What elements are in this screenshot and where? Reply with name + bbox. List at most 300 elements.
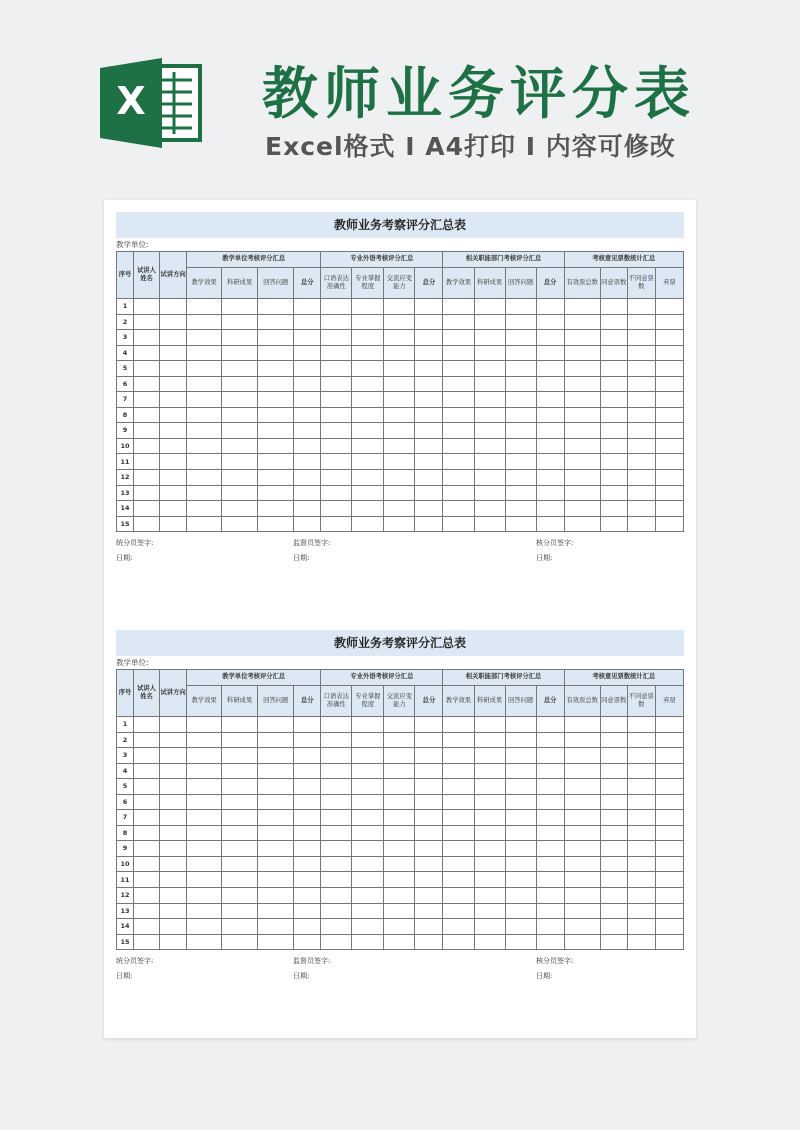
table-cell[interactable] [294, 763, 321, 779]
table-cell[interactable] [134, 299, 160, 315]
table-cell[interactable] [294, 361, 321, 377]
table-cell[interactable] [600, 748, 627, 764]
table-cell[interactable] [564, 919, 600, 935]
table-cell[interactable] [415, 438, 443, 454]
table-cell[interactable] [600, 314, 627, 330]
table-cell[interactable] [600, 717, 627, 733]
table-cell[interactable] [443, 361, 474, 377]
table-cell[interactable] [258, 919, 294, 935]
table-cell[interactable] [655, 516, 683, 532]
table-cell[interactable] [655, 392, 683, 408]
table-cell[interactable] [655, 888, 683, 904]
table-cell[interactable] [627, 516, 655, 532]
table-cell[interactable] [600, 825, 627, 841]
table-cell[interactable] [627, 438, 655, 454]
table-cell[interactable] [294, 888, 321, 904]
table-cell[interactable] [600, 856, 627, 872]
table-cell[interactable] [474, 470, 505, 486]
table-cell[interactable] [564, 888, 600, 904]
table-cell[interactable] [258, 376, 294, 392]
table-cell[interactable] [321, 903, 352, 919]
table-cell[interactable] [505, 841, 536, 857]
table-cell[interactable] [536, 732, 564, 748]
table-cell[interactable] [536, 314, 564, 330]
table-cell[interactable] [352, 794, 384, 810]
table-cell[interactable] [564, 825, 600, 841]
table-cell[interactable] [415, 841, 443, 857]
table-cell[interactable] [474, 794, 505, 810]
table-cell[interactable] [321, 825, 352, 841]
table-cell[interactable] [321, 407, 352, 423]
table-cell[interactable] [187, 748, 222, 764]
table-cell[interactable] [474, 330, 505, 346]
table-cell[interactable] [384, 919, 415, 935]
table-cell[interactable] [294, 438, 321, 454]
table-cell[interactable] [474, 763, 505, 779]
table-cell[interactable] [134, 825, 160, 841]
table-cell[interactable] [160, 501, 187, 517]
table-cell[interactable] [321, 392, 352, 408]
table-cell[interactable] [160, 825, 187, 841]
table-cell[interactable] [655, 903, 683, 919]
table-cell[interactable] [536, 810, 564, 826]
table-cell[interactable] [600, 810, 627, 826]
table-cell[interactable] [222, 392, 258, 408]
table-cell[interactable] [294, 717, 321, 733]
table-cell[interactable] [222, 810, 258, 826]
table-cell[interactable] [536, 485, 564, 501]
table-cell[interactable] [294, 934, 321, 950]
table-cell[interactable] [505, 345, 536, 361]
table-cell[interactable] [600, 934, 627, 950]
table-cell[interactable] [655, 501, 683, 517]
table-cell[interactable] [294, 407, 321, 423]
table-cell[interactable] [415, 732, 443, 748]
table-cell[interactable] [505, 407, 536, 423]
table-cell[interactable] [258, 516, 294, 532]
table-cell[interactable] [415, 825, 443, 841]
table-cell[interactable] [415, 423, 443, 439]
table-cell[interactable] [505, 810, 536, 826]
table-cell[interactable] [321, 841, 352, 857]
table-cell[interactable] [258, 856, 294, 872]
table-cell[interactable] [443, 423, 474, 439]
table-cell[interactable] [600, 888, 627, 904]
table-cell[interactable] [258, 934, 294, 950]
table-cell[interactable] [384, 330, 415, 346]
table-cell[interactable] [321, 314, 352, 330]
table-cell[interactable] [294, 470, 321, 486]
table-cell[interactable] [536, 825, 564, 841]
table-cell[interactable] [474, 825, 505, 841]
table-cell[interactable] [443, 454, 474, 470]
table-cell[interactable] [600, 392, 627, 408]
table-cell[interactable] [134, 501, 160, 517]
table-cell[interactable] [187, 361, 222, 377]
table-cell[interactable] [536, 888, 564, 904]
table-cell[interactable] [294, 748, 321, 764]
table-cell[interactable] [352, 299, 384, 315]
table-cell[interactable] [222, 872, 258, 888]
table-cell[interactable] [187, 470, 222, 486]
table-cell[interactable] [415, 856, 443, 872]
table-cell[interactable] [443, 330, 474, 346]
table-cell[interactable] [222, 454, 258, 470]
table-cell[interactable] [415, 516, 443, 532]
table-cell[interactable] [474, 934, 505, 950]
table-cell[interactable] [627, 934, 655, 950]
table-cell[interactable] [536, 438, 564, 454]
table-cell[interactable] [627, 345, 655, 361]
table-cell[interactable] [134, 407, 160, 423]
table-cell[interactable] [352, 717, 384, 733]
table-cell[interactable] [443, 376, 474, 392]
table-cell[interactable] [187, 392, 222, 408]
table-cell[interactable] [187, 501, 222, 517]
table-cell[interactable] [474, 810, 505, 826]
table-cell[interactable] [352, 810, 384, 826]
table-cell[interactable] [536, 903, 564, 919]
table-cell[interactable] [258, 903, 294, 919]
table-cell[interactable] [294, 872, 321, 888]
table-cell[interactable] [352, 376, 384, 392]
table-cell[interactable] [222, 934, 258, 950]
table-cell[interactable] [655, 376, 683, 392]
table-cell[interactable] [536, 763, 564, 779]
table-cell[interactable] [384, 794, 415, 810]
table-cell[interactable] [134, 392, 160, 408]
table-cell[interactable] [352, 516, 384, 532]
table-cell[interactable] [655, 314, 683, 330]
table-cell[interactable] [443, 516, 474, 532]
table-cell[interactable] [222, 330, 258, 346]
table-cell[interactable] [600, 841, 627, 857]
table-cell[interactable] [222, 903, 258, 919]
table-cell[interactable] [415, 888, 443, 904]
table-cell[interactable] [352, 423, 384, 439]
table-cell[interactable] [443, 470, 474, 486]
table-cell[interactable] [134, 763, 160, 779]
table-cell[interactable] [600, 470, 627, 486]
table-cell[interactable] [505, 794, 536, 810]
table-cell[interactable] [415, 903, 443, 919]
table-cell[interactable] [655, 825, 683, 841]
table-cell[interactable] [536, 454, 564, 470]
table-cell[interactable] [655, 856, 683, 872]
table-cell[interactable] [474, 888, 505, 904]
table-cell[interactable] [352, 314, 384, 330]
table-cell[interactable] [258, 423, 294, 439]
table-cell[interactable] [627, 779, 655, 795]
table-cell[interactable] [536, 330, 564, 346]
table-cell[interactable] [627, 314, 655, 330]
table-cell[interactable] [258, 361, 294, 377]
table-cell[interactable] [222, 438, 258, 454]
table-cell[interactable] [352, 825, 384, 841]
table-cell[interactable] [222, 717, 258, 733]
table-cell[interactable] [134, 470, 160, 486]
table-cell[interactable] [187, 872, 222, 888]
table-cell[interactable] [160, 856, 187, 872]
table-cell[interactable] [160, 888, 187, 904]
table-cell[interactable] [415, 330, 443, 346]
table-cell[interactable] [160, 454, 187, 470]
table-cell[interactable] [222, 763, 258, 779]
table-cell[interactable] [600, 919, 627, 935]
table-cell[interactable] [134, 903, 160, 919]
table-cell[interactable] [536, 407, 564, 423]
table-cell[interactable] [187, 376, 222, 392]
table-cell[interactable] [600, 361, 627, 377]
table-cell[interactable] [384, 438, 415, 454]
table-cell[interactable] [384, 903, 415, 919]
table-cell[interactable] [627, 841, 655, 857]
table-cell[interactable] [258, 810, 294, 826]
table-cell[interactable] [655, 732, 683, 748]
table-cell[interactable] [321, 423, 352, 439]
table-cell[interactable] [384, 872, 415, 888]
table-cell[interactable] [443, 485, 474, 501]
table-cell[interactable] [415, 470, 443, 486]
table-cell[interactable] [655, 470, 683, 486]
table-cell[interactable] [258, 392, 294, 408]
table-cell[interactable] [536, 345, 564, 361]
table-cell[interactable] [384, 888, 415, 904]
table-cell[interactable] [443, 732, 474, 748]
table-cell[interactable] [160, 732, 187, 748]
table-cell[interactable] [294, 779, 321, 795]
table-cell[interactable] [505, 934, 536, 950]
table-cell[interactable] [655, 407, 683, 423]
table-cell[interactable] [258, 748, 294, 764]
table-cell[interactable] [474, 501, 505, 517]
table-cell[interactable] [536, 779, 564, 795]
table-cell[interactable] [222, 888, 258, 904]
table-cell[interactable] [160, 299, 187, 315]
table-cell[interactable] [474, 903, 505, 919]
table-cell[interactable] [352, 779, 384, 795]
table-cell[interactable] [294, 919, 321, 935]
table-cell[interactable] [187, 438, 222, 454]
table-cell[interactable] [600, 779, 627, 795]
table-cell[interactable] [258, 501, 294, 517]
table-cell[interactable] [600, 794, 627, 810]
table-cell[interactable] [415, 392, 443, 408]
table-cell[interactable] [600, 516, 627, 532]
table-cell[interactable] [294, 732, 321, 748]
table-cell[interactable] [415, 919, 443, 935]
table-cell[interactable] [187, 330, 222, 346]
table-cell[interactable] [505, 376, 536, 392]
table-cell[interactable] [627, 825, 655, 841]
table-cell[interactable] [505, 485, 536, 501]
table-cell[interactable] [294, 825, 321, 841]
table-cell[interactable] [655, 810, 683, 826]
table-cell[interactable] [134, 361, 160, 377]
table-cell[interactable] [134, 376, 160, 392]
table-cell[interactable] [352, 361, 384, 377]
table-cell[interactable] [258, 345, 294, 361]
table-cell[interactable] [160, 810, 187, 826]
table-cell[interactable] [352, 841, 384, 857]
table-cell[interactable] [564, 299, 600, 315]
table-cell[interactable] [384, 748, 415, 764]
table-cell[interactable] [160, 407, 187, 423]
table-cell[interactable] [655, 717, 683, 733]
table-cell[interactable] [536, 794, 564, 810]
table-cell[interactable] [187, 794, 222, 810]
table-cell[interactable] [134, 454, 160, 470]
table-cell[interactable] [600, 763, 627, 779]
table-cell[interactable] [384, 779, 415, 795]
table-cell[interactable] [384, 810, 415, 826]
table-cell[interactable] [384, 454, 415, 470]
table-cell[interactable] [187, 919, 222, 935]
table-cell[interactable] [384, 763, 415, 779]
table-cell[interactable] [600, 345, 627, 361]
table-cell[interactable] [564, 810, 600, 826]
table-cell[interactable] [627, 407, 655, 423]
table-cell[interactable] [600, 903, 627, 919]
table-cell[interactable] [384, 516, 415, 532]
table-cell[interactable] [134, 314, 160, 330]
table-cell[interactable] [415, 810, 443, 826]
table-cell[interactable] [564, 376, 600, 392]
table-cell[interactable] [443, 825, 474, 841]
table-cell[interactable] [655, 299, 683, 315]
table-cell[interactable] [600, 454, 627, 470]
table-cell[interactable] [443, 299, 474, 315]
table-cell[interactable] [187, 516, 222, 532]
table-cell[interactable] [627, 794, 655, 810]
table-cell[interactable] [627, 856, 655, 872]
table-cell[interactable] [536, 376, 564, 392]
table-cell[interactable] [134, 732, 160, 748]
table-cell[interactable] [321, 732, 352, 748]
table-cell[interactable] [474, 407, 505, 423]
table-cell[interactable] [443, 856, 474, 872]
table-cell[interactable] [655, 779, 683, 795]
table-cell[interactable] [352, 407, 384, 423]
table-cell[interactable] [352, 888, 384, 904]
table-cell[interactable] [160, 841, 187, 857]
table-cell[interactable] [134, 748, 160, 764]
table-cell[interactable] [564, 407, 600, 423]
table-cell[interactable] [222, 748, 258, 764]
table-cell[interactable] [160, 919, 187, 935]
table-cell[interactable] [600, 423, 627, 439]
table-cell[interactable] [294, 501, 321, 517]
table-cell[interactable] [352, 748, 384, 764]
table-cell[interactable] [160, 748, 187, 764]
table-cell[interactable] [443, 794, 474, 810]
table-cell[interactable] [321, 934, 352, 950]
table-cell[interactable] [536, 423, 564, 439]
table-cell[interactable] [655, 330, 683, 346]
table-cell[interactable] [294, 330, 321, 346]
table-cell[interactable] [564, 872, 600, 888]
table-cell[interactable] [600, 438, 627, 454]
table-cell[interactable] [564, 392, 600, 408]
table-cell[interactable] [505, 423, 536, 439]
table-cell[interactable] [134, 717, 160, 733]
table-cell[interactable] [505, 779, 536, 795]
table-cell[interactable] [415, 934, 443, 950]
table-cell[interactable] [222, 732, 258, 748]
table-cell[interactable] [415, 872, 443, 888]
table-cell[interactable] [474, 856, 505, 872]
table-cell[interactable] [536, 748, 564, 764]
table-cell[interactable] [321, 516, 352, 532]
table-cell[interactable] [627, 423, 655, 439]
table-cell[interactable] [564, 903, 600, 919]
table-cell[interactable] [160, 794, 187, 810]
table-cell[interactable] [384, 392, 415, 408]
table-cell[interactable] [222, 345, 258, 361]
table-cell[interactable] [627, 392, 655, 408]
table-cell[interactable] [564, 516, 600, 532]
table-cell[interactable] [294, 454, 321, 470]
table-cell[interactable] [564, 345, 600, 361]
table-cell[interactable] [160, 717, 187, 733]
table-cell[interactable] [352, 438, 384, 454]
table-cell[interactable] [564, 779, 600, 795]
table-cell[interactable] [505, 763, 536, 779]
table-cell[interactable] [321, 794, 352, 810]
table-cell[interactable] [384, 299, 415, 315]
table-cell[interactable] [600, 299, 627, 315]
table-cell[interactable] [352, 501, 384, 517]
table-cell[interactable] [415, 454, 443, 470]
table-cell[interactable] [443, 748, 474, 764]
table-cell[interactable] [187, 779, 222, 795]
table-cell[interactable] [160, 903, 187, 919]
table-cell[interactable] [160, 330, 187, 346]
table-cell[interactable] [415, 501, 443, 517]
table-cell[interactable] [564, 454, 600, 470]
table-cell[interactable] [258, 794, 294, 810]
table-cell[interactable] [564, 748, 600, 764]
table-cell[interactable] [415, 407, 443, 423]
table-cell[interactable] [258, 841, 294, 857]
table-cell[interactable] [443, 314, 474, 330]
table-cell[interactable] [415, 361, 443, 377]
table-cell[interactable] [564, 841, 600, 857]
table-cell[interactable] [505, 454, 536, 470]
table-cell[interactable] [294, 299, 321, 315]
table-cell[interactable] [627, 810, 655, 826]
table-cell[interactable] [134, 794, 160, 810]
table-cell[interactable] [627, 717, 655, 733]
table-cell[interactable] [321, 376, 352, 392]
table-cell[interactable] [187, 454, 222, 470]
table-cell[interactable] [443, 934, 474, 950]
table-cell[interactable] [655, 485, 683, 501]
table-cell[interactable] [655, 919, 683, 935]
table-cell[interactable] [352, 345, 384, 361]
table-cell[interactable] [294, 841, 321, 857]
table-cell[interactable] [134, 345, 160, 361]
table-cell[interactable] [222, 470, 258, 486]
table-cell[interactable] [187, 841, 222, 857]
table-cell[interactable] [564, 934, 600, 950]
table-cell[interactable] [600, 330, 627, 346]
table-cell[interactable] [321, 299, 352, 315]
table-cell[interactable] [321, 454, 352, 470]
table-cell[interactable] [415, 717, 443, 733]
table-cell[interactable] [352, 903, 384, 919]
table-cell[interactable] [258, 888, 294, 904]
